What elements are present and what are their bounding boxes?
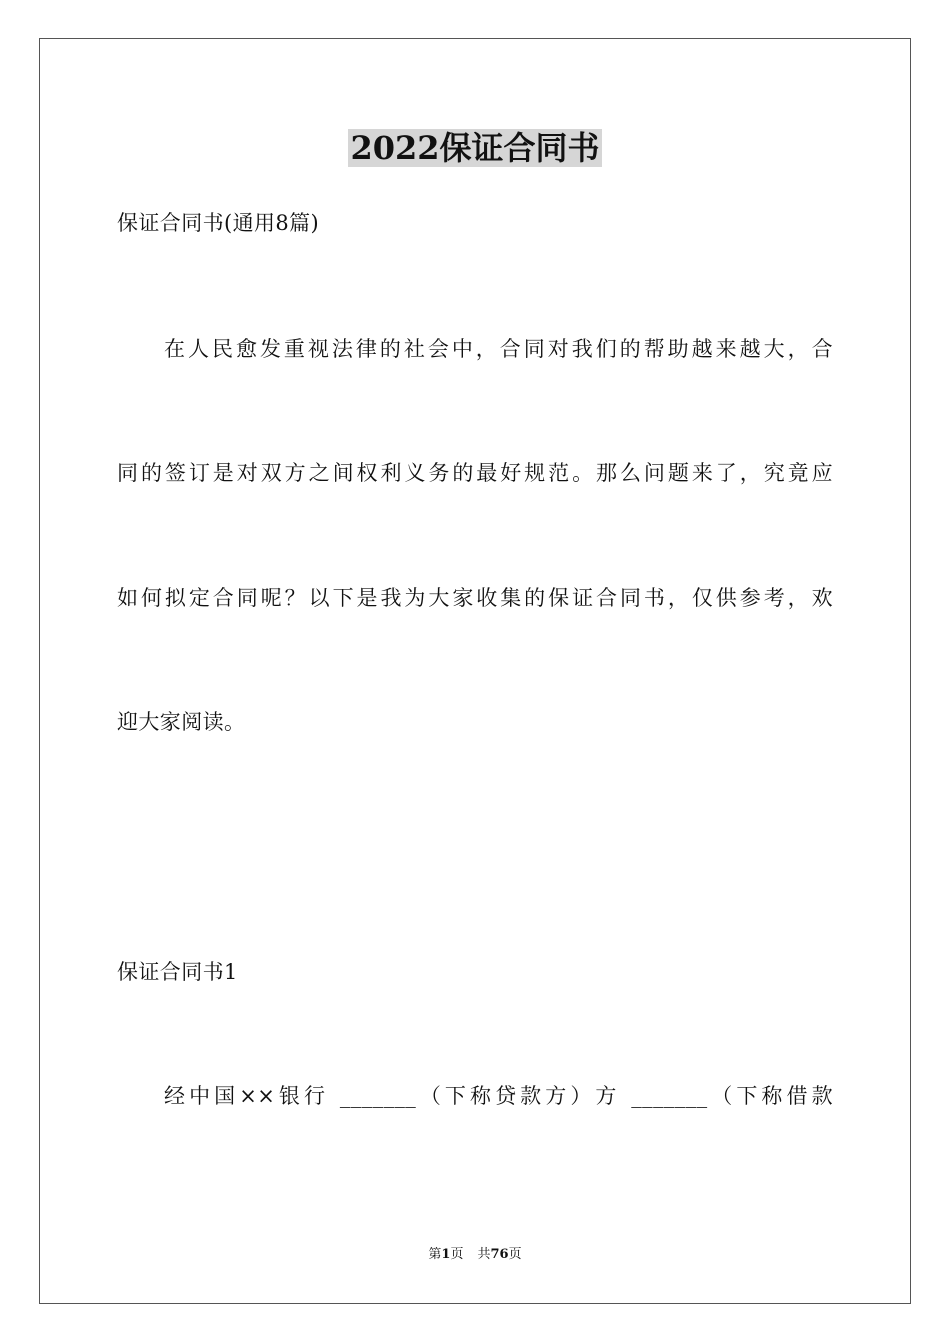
footer-total-prefix: 共: [477, 1247, 491, 1262]
section-line-1: 经中国××银行 _______（下称贷款方）方 _______（下称借款: [164, 1084, 833, 1108]
footer-page-number: 1: [441, 1247, 451, 1262]
footer-page-suffix: 页: [450, 1247, 464, 1262]
intro-line-3: 如何拟定合同呢？以下是我为大家收集的保证合同书，仅供参考，欢: [117, 586, 833, 610]
intro-line-4: 迎大家阅读。: [117, 710, 246, 734]
footer-total-pages: 76: [490, 1247, 509, 1262]
intro-line-2: 同的签订是对双方之间权利义务的最好规范。那么问题来了，究竟应: [117, 461, 833, 485]
footer-total-suffix: 页: [508, 1247, 522, 1262]
document-title-text: 2022保证合同书: [350, 129, 600, 167]
document-subtitle: 保证合同书(通用8篇): [117, 211, 320, 235]
page-footer: [0, 1246, 950, 1264]
intro-line-1: 在人民愈发重视法律的社会中，合同对我们的帮助越来越大，合: [164, 337, 833, 361]
footer-page-prefix: 第: [428, 1247, 442, 1262]
section-heading: 保证合同书1: [117, 960, 238, 984]
document-title: [0, 126, 950, 170]
